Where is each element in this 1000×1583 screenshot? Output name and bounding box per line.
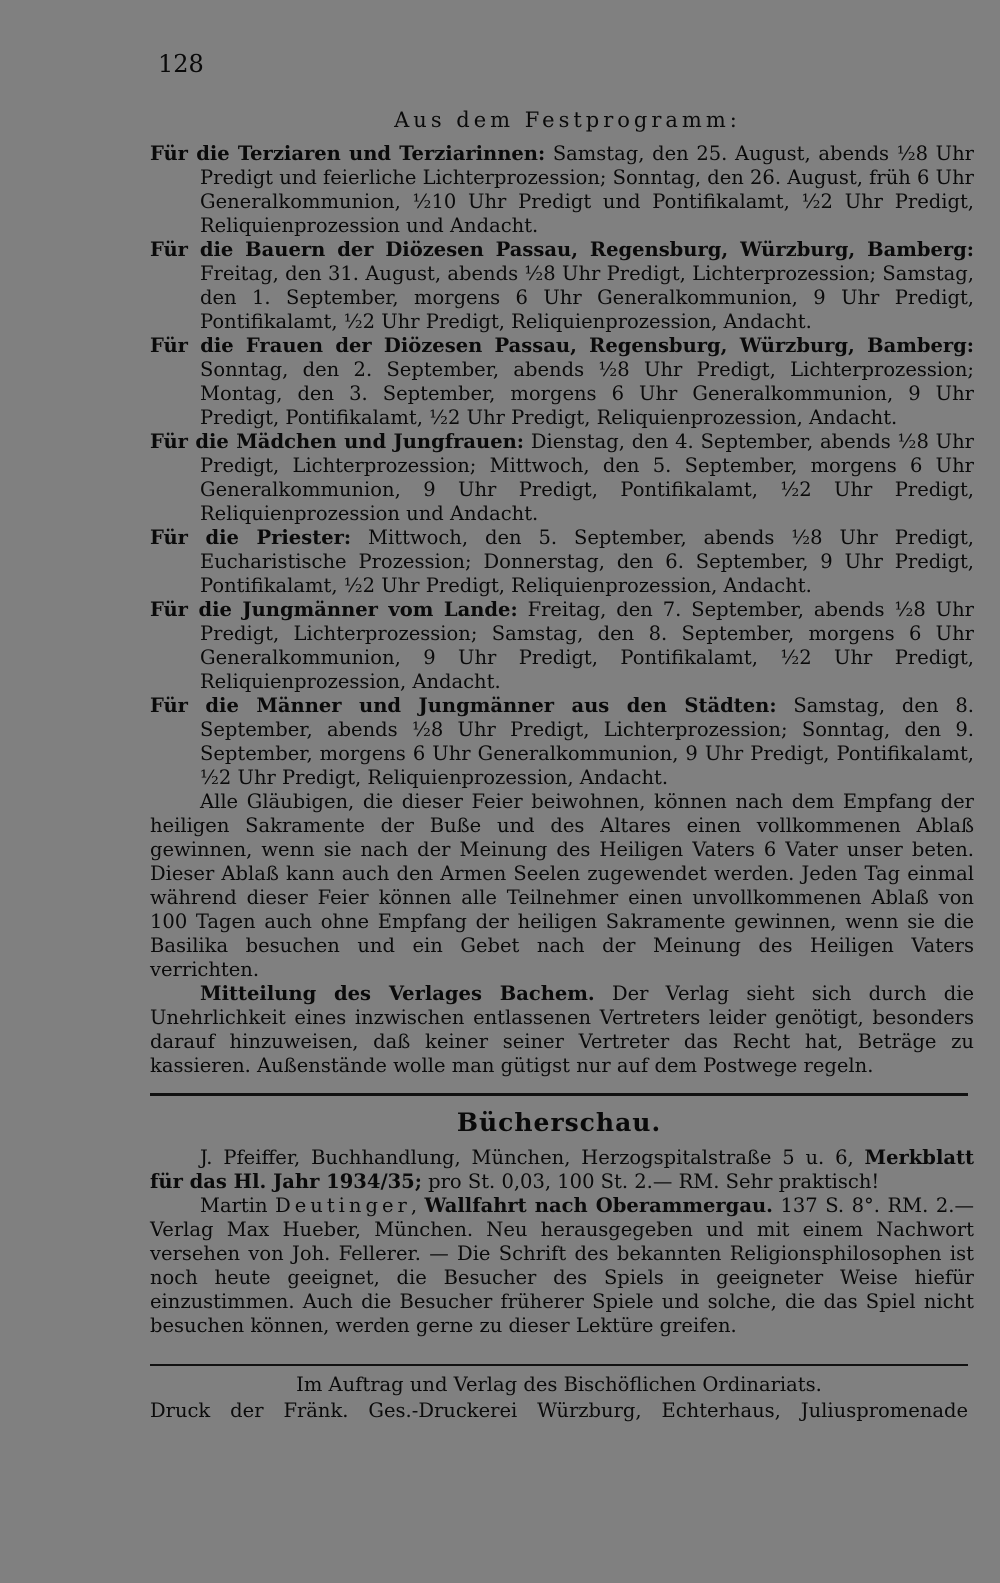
festival-program (150, 142, 974, 982)
program-entry (150, 238, 974, 334)
book-review-title: Bücherschau. (456, 1108, 662, 1137)
book-title: Wallfahrt nach Oberammergau. (424, 1194, 773, 1217)
program-entry (150, 430, 974, 526)
book-entry: Martin Deutinger, Wallfahrt nach Oberammergau. 137 S. 8°. RM. 2.— Verlag Max Hueber, München. Neu herausgegeben und mit einem Nachwort versehen von Joh. Fellerer. — Die Schrift des bekannten Religionsphilosophen ist noch heute geeignet, die Besucher des Spiels in geeigneter Weise hiefür einzustimmen. Auch die Besucher früherer Spiele und solche, die das Spiel nicht besuchen können, werden gerne zu dieser Lektüre greifen. (150, 1194, 974, 1337)
program-entry (150, 526, 974, 598)
entry-text: Freitag, den 7. September, abends ½8 Uhr Predigt, Lichterprozession; Samstag, den 8. September, morgens 6 Uhr Generalkommunion, 9 Uhr Predigt, Pontifikalamt, ½2 Uhr Predigt, Reliquienprozession, Andacht. (200, 598, 974, 693)
page-number: 128 (158, 50, 204, 78)
entry-heading: Für die Frauen der Diözesen Passau, Regensburg, Würzburg, Bamberg: (150, 334, 974, 357)
book-reviews (150, 1146, 974, 1338)
notice-heading: Mitteilung des Verlages Bachem. (200, 982, 595, 1005)
entry-heading: Für die Terziaren und Terziarinnen: (150, 142, 546, 165)
entry-text: Freitag, den 31. August, abends ½8 Uhr Predigt, Lichterprozession; Samstag, den 1. September, morgens 6 Uhr Generalkommunion, 9 Uhr Predigt, Pontifikalamt, ½2 Uhr Predigt, Reliquienprozession, Andacht. (200, 262, 974, 333)
book-title: Merkblatt für das Hl. Jahr 1934/35; (150, 1146, 974, 1193)
notice-text: Der Verlag sieht sich durch die Unehrlichkeit eines inzwischen entlassenen Vertreters leider genötigt, besonders darauf hinzuweisen, daß keiner seiner Vertreter das Recht hat, Beträge zu kassieren. Außenstände wolle man gütigst nur auf dem Postwege regeln. (150, 982, 974, 1077)
entry-text: Samstag, den 8. September, abends ½8 Uhr Predigt, Lichterprozession; Sonntag, den 9. September, morgens 6 Uhr Generalkommunion, 9 Uhr Predigt, Pontifikalamt, ½2 Uhr Predigt, Reliquienprozession, Andacht. (200, 694, 974, 789)
indulgence-paragraph: Alle Gläubigen, die dieser Feier beiwohnen, können nach dem Empfang der heiligen Sakramente der Buße und des Altares einen vollkommenen Ablaß gewinnen, wenn sie nach der Meinung des Heiligen Vaters 6 Vater unser beten. Dieser Ablaß kann auch den Armen Seelen zugewendet werden. Jeden Tag einmal während dieser Feier können alle Teilnehmer einen unvollkommenen Ablaß von 100 Tagen auch ohne Empfang der heiligen Sakramente gewinnen, wenn sie die Basilika besuchen und ein Gebet nach der Meinung des Heiligen Vaters verrichten. (150, 790, 974, 981)
imprint-line: Im Auftrag und Verlag des Bischöflichen Ordinariats. (296, 1373, 822, 1396)
printer-line: Druck der Fränk. Ges.-Druckerei Würzburg, Echterhaus, Juliuspromenade (150, 1399, 968, 1422)
program-entry (150, 598, 974, 694)
section-title: Aus dem Festprogramm: (394, 108, 741, 132)
entry-text: Sonntag, den 2. September, abends ½8 Uhr Predigt, Lichterprozession; Montag, den 3. September, morgens 6 Uhr Generalkommunion, 9 Uhr Predigt, Pontifikalamt, ½2 Uhr Predigt, Reliquienprozession, Andacht. (200, 358, 974, 429)
entry-heading: Für die Bauern der Diözesen Passau, Regensburg, Würzburg, Bamberg: (150, 238, 974, 261)
divider (150, 1093, 968, 1096)
program-entry (150, 334, 974, 430)
program-entry (150, 142, 974, 238)
book-author: Deutinger (275, 1194, 411, 1217)
book-entry: J. Pfeiffer, Buchhandlung, München, Herzogspitalstraße 5 u. 6, Merkblatt für das Hl. Jahr 1934/35; pro St. 0,03, 100 St. 2.— RM. Sehr praktisch! (150, 1146, 974, 1193)
entry-heading: Für die Jungmänner vom Lande: (150, 598, 518, 621)
publisher-notice (150, 982, 974, 1078)
divider (150, 1364, 968, 1366)
entry-text: Dienstag, den 4. September, abends ½8 Uhr Predigt, Lichterprozession; Mittwoch, den 5. September, morgens 6 Uhr Generalkommunion, 9 Uhr Predigt, Pontifikalamt, ½2 Uhr Predigt, Reliquienprozession und Andacht. (200, 430, 974, 525)
imprint (150, 1372, 968, 1424)
program-entry (150, 694, 974, 790)
entry-text: Mittwoch, den 5. September, abends ½8 Uhr Predigt, Eucharistische Prozession; Donnerstag, den 6. September, 9 Uhr Predigt, Pontifikalamt, ½2 Uhr Predigt, Reliquienprozession, Andacht. (200, 526, 974, 597)
entry-heading: Für die Mädchen und Jungfrauen: (150, 430, 524, 453)
entry-heading: Für die Priester: (150, 526, 352, 549)
entry-heading: Für die Männer und Jungmänner aus den Städten: (150, 694, 777, 717)
entry-text: Samstag, den 25. August, abends ½8 Uhr Predigt und feierliche Lichterprozession; Sonntag, den 26. August, früh 6 Uhr Generalkommunion, ½10 Uhr Predigt und Pontifikalamt, ½2 Uhr Predigt, Reliquienprozession und Andacht. (200, 142, 974, 237)
